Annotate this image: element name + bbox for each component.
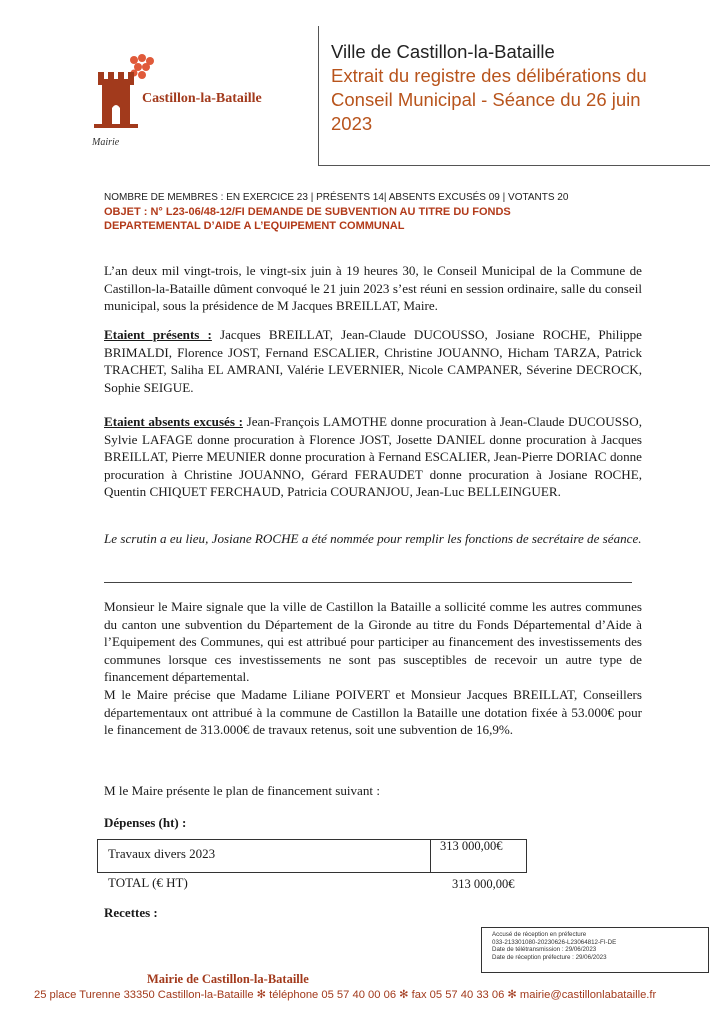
- footer-address: 25 place Turenne 33350 Castillon-la-Bataille ✻ téléphone 05 57 40 00 06 ✻ fax 05 57 40 33 06 ✻ mairie@castillonlabataille.fr: [34, 989, 657, 1001]
- body-paragraph-1: Monsieur le Maire signale que la ville de Castillon la Bataille a sollicité comme les autres communes du canton une subvention du Département de la Gironde au titre du Fonds Départemental d’Aide à l’Equipement des Communes, qui est attribué pour participer au financement des investissements des communes lorsque ces investissements ne sont pas susceptibles de recevoir un autre type de financement départemental.: [104, 599, 642, 685]
- logo-name: Castillon-la-Bataille: [142, 91, 262, 106]
- scrutin-paragraph: Le scrutin a eu lieu, Josiane ROCHE a été nommée pour remplir les fonctions de secrétaire de séance.: [104, 531, 642, 546]
- members-count-line: NOMBRE DE MEMBRES : EN EXERCICE 23 | PRÉSENTS 14| ABSENTS EXCUSÉS 09 | VOTANTS 20: [104, 192, 569, 203]
- stamp-line1: Accusé de réception en préfecture: [492, 931, 587, 938]
- footer-mairie-name: Mairie de Castillon-la-Bataille: [147, 972, 309, 986]
- absents-paragraph: [104, 413, 642, 501]
- presents-label: Etaient présents :: [104, 327, 212, 342]
- absents-list: Jean-François LAMOTHE donne procuration à Jean-Claude DUCOUSSO, Sylvie LAFAGE donne procuration à Florence JOST, Josette DANIEL donne procuration à Jacques BREILLAT, Pierre MEUNIER donne procuration à Fernand ESCALIER, Jean-Pierre DORIAC donne procuration à Christine JOUANNO, Gérard FERAUDET donne procuration à Josiane ROCHE, Quentin CHIQUET FERCHAUD, Patricia COURANJOU, Jean-Luc BELLEINGUER.: [104, 414, 642, 500]
- prefecture-receipt-stamp: [481, 927, 709, 973]
- objet-line2: DEPARTEMENTAL D’AIDE A L’EQUIPEMENT COMMUNAL: [104, 220, 405, 232]
- objet-line1: OBJET : N° L23-06/48-12/FI DEMANDE DE SUBVENTION AU TITRE DU FONDS: [104, 206, 511, 218]
- presents-paragraph: [104, 326, 642, 396]
- document-title-line3: Conseil Municipal - Séance du 26 juin: [331, 89, 641, 110]
- document-title-line2: Extrait du registre des délibérations du: [331, 65, 647, 86]
- plan-intro: M le Maire présente le plan de financement suivant :: [104, 783, 380, 798]
- objet-heading: [104, 205, 624, 233]
- depenses-item-value: 313 000,00€: [440, 839, 503, 853]
- stamp-line4: Date de réception préfecture : 29/06/2023: [492, 953, 607, 961]
- depenses-item-label: Travaux divers 2023: [108, 846, 216, 861]
- recettes-title: Recettes :: [104, 905, 158, 920]
- section-divider: [104, 582, 632, 583]
- logo-subtitle: Mairie: [92, 137, 120, 148]
- castle-tower-with-grapes-icon: [90, 50, 160, 130]
- intro-paragraph: L’an deux mil vingt-trois, le vingt-six juin à 19 heures 30, le Conseil Municipal de la Commune de Castillon-la-Bataille dûment convoqué le 21 juin 2023 s’est réuni en session ordinaire, salle du conseil municipal, sous la présidence de M Jacques BREILLAT, Maire.: [104, 263, 642, 314]
- stamp-line2: 033-213301080-20230626-L23064812-FI-DE: [492, 938, 617, 946]
- body-paragraph-2: M le Maire précise que Madame Liliane POIVERT et Monsieur Jacques BREILLAT, Conseillers départementaux ont attribué à la commune de Castillon la Bataille une dotation fixée à 53.000€ pour le financement de 313.000€ de travaux retenus, soit une subvention de 16,9%.: [104, 687, 642, 738]
- document-title-city: Ville de Castillon-la-Bataille: [331, 41, 555, 62]
- depenses-total-label: TOTAL (€ HT): [108, 875, 188, 890]
- depenses-title: Dépenses (ht) :: [104, 815, 187, 830]
- document-title-box: [318, 26, 710, 166]
- absents-label: Etaient absents excusés :: [104, 414, 243, 429]
- stamp-line3: Date de télétransmission : 29/06/2023: [492, 946, 597, 954]
- presents-list: Jacques BREILLAT, Jean-Claude DUCOUSSO, Josiane ROCHE, Philippe BRIMALDI, Florence JOST, Fernand ESCALIER, Christine JOUANNO, Hicham TARZA, Patrick TRACHET, Saliha EL AMRANI, Valérie LEVERNIER, Nicole CAMPANER, Séverine DECROCK, Sophie SEIGUE.: [104, 327, 642, 395]
- document-title-line4: 2023: [331, 113, 373, 134]
- depenses-total-value: 313 000,00€: [452, 877, 515, 891]
- depenses-column-divider: [430, 839, 431, 873]
